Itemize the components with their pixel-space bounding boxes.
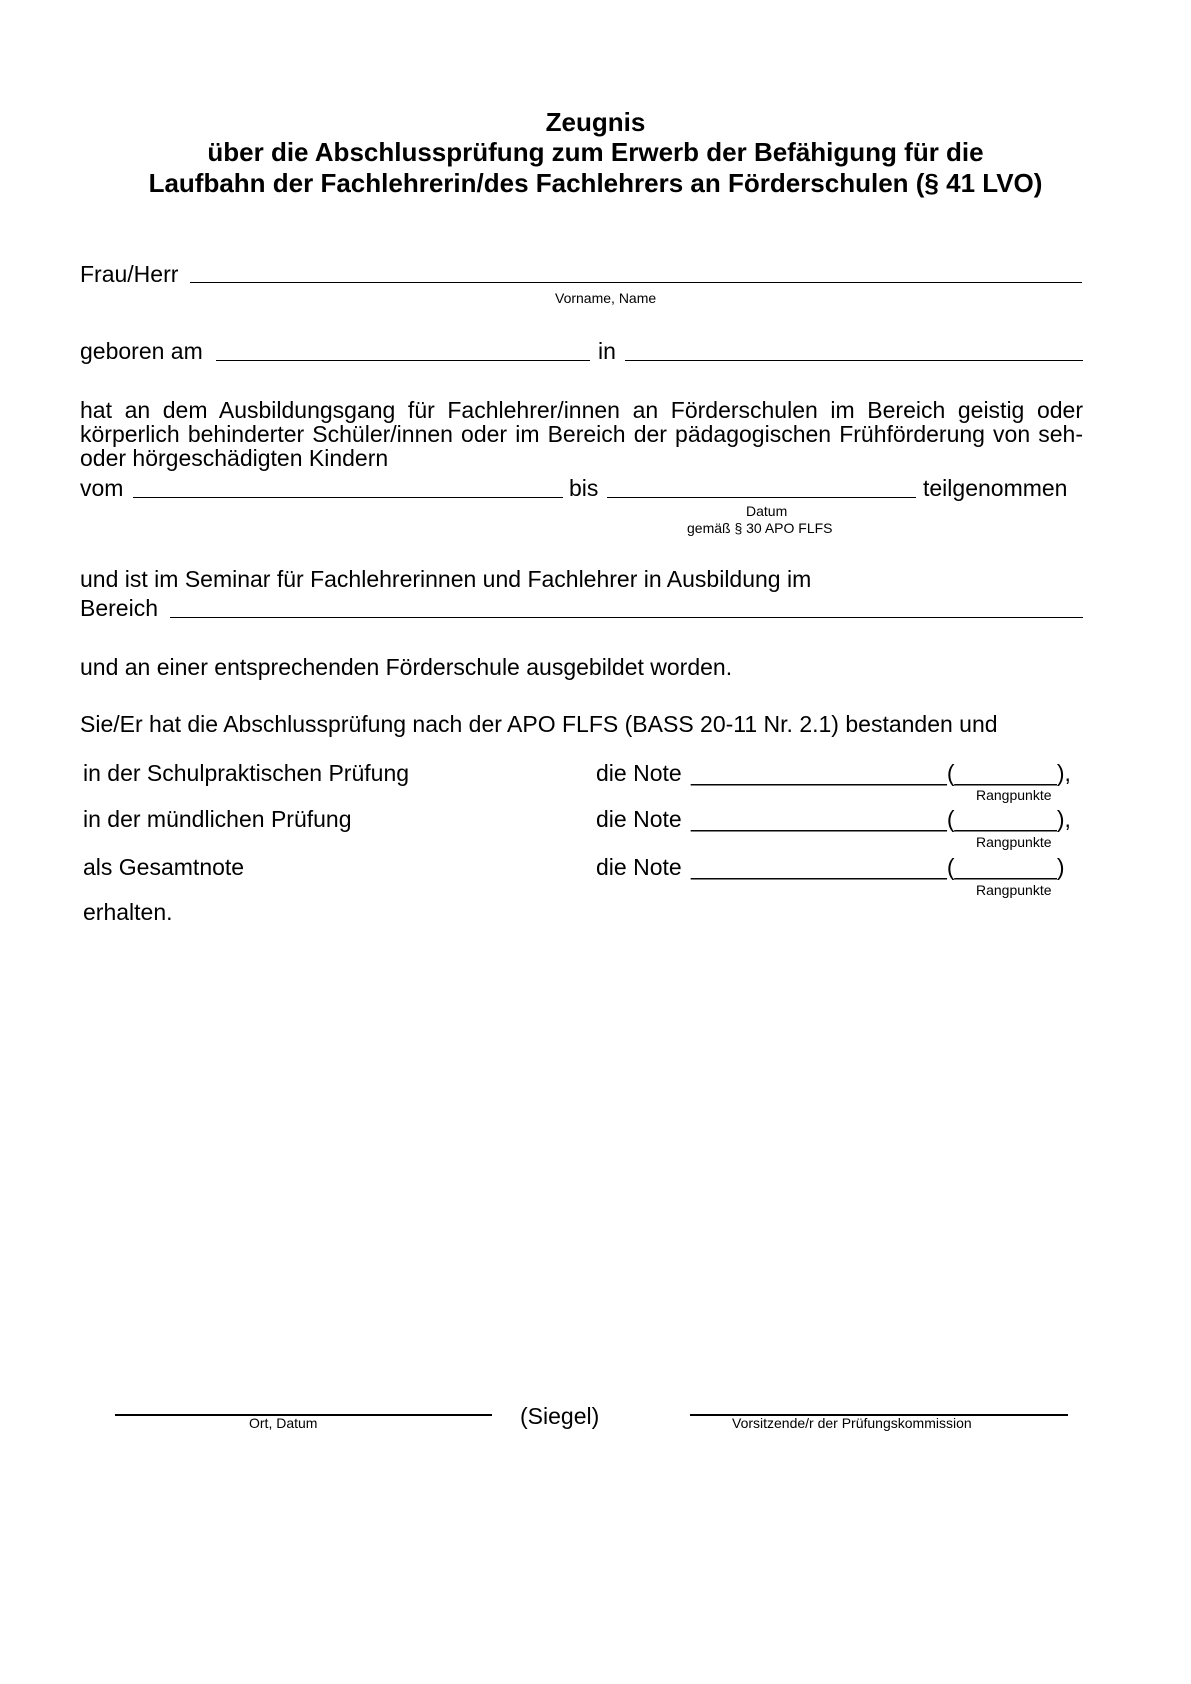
- document-subtitle-line2: Laufbahn der Fachlehrerin/des Fachlehrers an Förderschulen (§ 41 LVO): [148, 168, 1043, 198]
- school-text: und an einer entsprechenden Förderschule ausgebildet worden.: [80, 654, 733, 680]
- birth-date-label: geboren am: [80, 338, 203, 364]
- seal-label: (Siegel): [520, 1403, 600, 1429]
- rank-points-caption-overall: Rangpunkte: [976, 882, 1052, 898]
- chair-caption: Vorsitzende/r der Prüfungskommission: [732, 1415, 972, 1431]
- rank-points-caption-oral: Rangpunkte: [976, 834, 1052, 850]
- grade-blank-oral[interactable]: ____________________(________),: [691, 806, 1071, 832]
- grade-note-label-practical: die Note: [596, 760, 682, 786]
- grade-blank-practical[interactable]: ____________________(________),: [691, 760, 1071, 786]
- name-caption: Vorname, Name: [555, 290, 657, 306]
- to-date-field[interactable]: [607, 497, 916, 498]
- person-label: Frau/Herr: [80, 261, 179, 287]
- grade-note-label-oral: die Note: [596, 806, 682, 832]
- exam-intro: Sie/Er hat die Abschlussprüfung nach der APO FLFS (BASS 20-11 Nr. 2.1) bestanden und: [80, 711, 998, 737]
- place-date-caption: Ort, Datum: [249, 1415, 318, 1431]
- birth-place-label: in: [598, 338, 616, 364]
- document-title: Zeugnis: [545, 107, 646, 137]
- grade-label-overall: als Gesamtnote: [83, 854, 245, 880]
- to-label: bis: [569, 475, 599, 501]
- date-caption: Datum: [746, 503, 788, 519]
- area-field[interactable]: [170, 617, 1083, 618]
- from-date-field[interactable]: [133, 497, 563, 498]
- birth-date-field[interactable]: [216, 360, 590, 361]
- grade-label-oral: in der mündlichen Prüfung: [83, 806, 352, 832]
- name-field[interactable]: [190, 282, 1082, 283]
- grade-note-label-overall: die Note: [596, 854, 682, 880]
- from-label: vom: [80, 475, 124, 501]
- document-subtitle: über die Abschlussprüfung zum Erwerb der Befähigung für die: [207, 137, 984, 167]
- area-label: Bereich: [80, 595, 158, 621]
- rank-points-caption-practical: Rangpunkte: [976, 787, 1052, 803]
- seminar-text: und ist im Seminar für Fachlehrerinnen und Fachlehrer in Ausbildung im: [80, 566, 812, 592]
- closing-text: erhalten.: [83, 899, 173, 925]
- grade-label-practical: in der Schulpraktischen Prüfung: [83, 760, 410, 786]
- participated-label: teilgenommen: [923, 475, 1068, 501]
- training-paragraph: hat an dem Ausbildungsgang für Fachlehrer/innen an Förderschulen im Bereich geistig oder körperlich behinderter Schüler/innen oder im Bereich der pädagogischen Frühförderung von seh- oder hörgeschädigten Kindern: [80, 397, 1083, 471]
- date-caption-regulation: gemäß § 30 APO FLFS: [687, 520, 833, 536]
- grade-blank-overall[interactable]: ____________________(________): [691, 854, 1065, 880]
- birth-place-field[interactable]: [625, 360, 1083, 361]
